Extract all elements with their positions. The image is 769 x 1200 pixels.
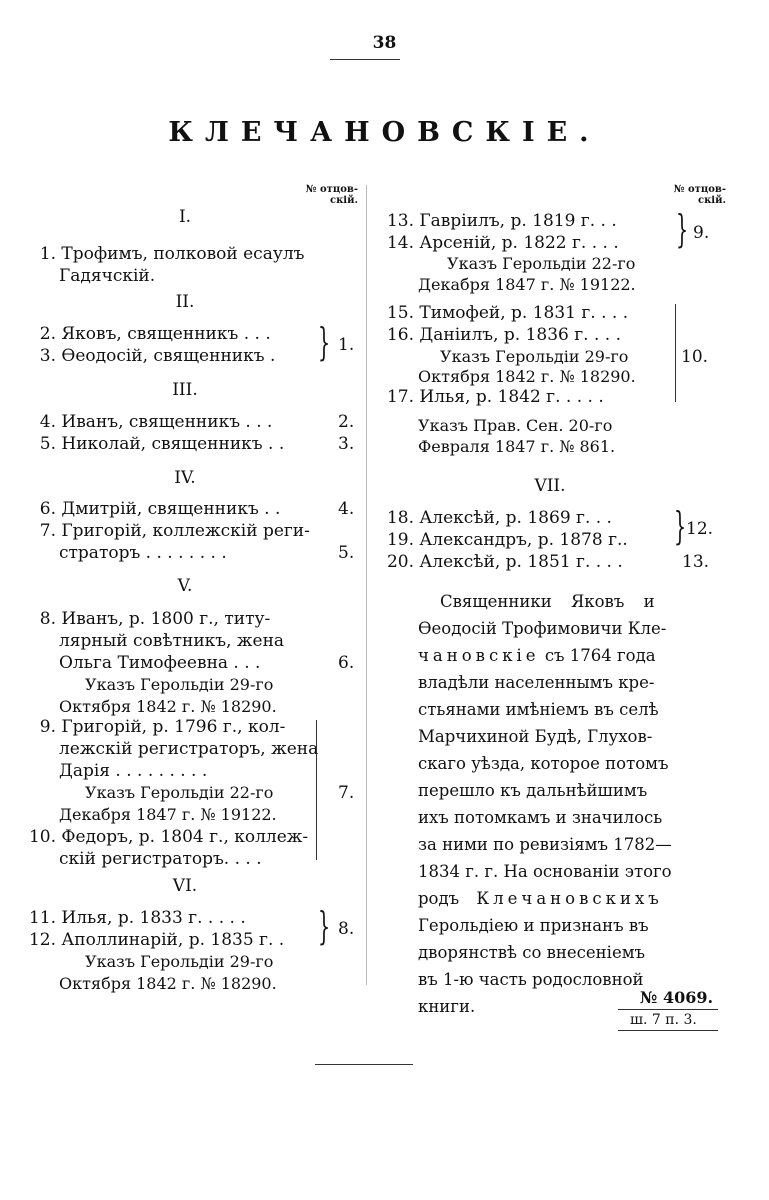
entry-9-cont: лежскій регистраторъ, жена: [59, 739, 319, 759]
note-line: стьянами имѣніемъ въ селѣ: [418, 700, 659, 719]
decree-17: Указъ Прав. Сен. 20-го: [418, 416, 613, 435]
entry-number: 5.: [39, 434, 56, 454]
decree-13-14: Указъ Герольдіи 22-го: [447, 254, 636, 273]
section-heading-I: I.: [178, 207, 192, 227]
entry-7-cont: страторъ . . . . . . . .: [59, 543, 227, 563]
bottom-rule: [315, 1064, 413, 1065]
entry-number: 4.: [39, 412, 56, 432]
entry-9-cont2: Дарія . . . . . . . . .: [59, 761, 208, 781]
entry-9: [30, 716, 285, 738]
entry-text: Яковъ, священникъ . . .: [61, 324, 271, 344]
bracket-9-10: [316, 720, 317, 860]
decree-17b: Февраля 1847 г. № 861.: [418, 437, 616, 456]
entry-10: [22, 826, 308, 848]
note-line: Герольдіею и признанъ въ: [418, 916, 649, 935]
ref-18-19: 12.: [686, 519, 714, 539]
entry-number: 13.: [386, 211, 414, 231]
entry-text: Алексѣй, р. 1869 г. . .: [419, 508, 612, 528]
entry-text: Тимофей, р. 1831 г. . . .: [419, 303, 629, 323]
section-heading-II: II.: [175, 292, 195, 312]
ref-15-17: 10.: [681, 347, 709, 367]
entry-7: [30, 520, 310, 542]
brace-11-12: }: [318, 904, 331, 948]
brace-13-14: }: [676, 207, 689, 251]
page-number: 38: [372, 33, 397, 53]
entry-text: Арсеній, р. 1822 г. . . .: [419, 233, 619, 253]
page-title: КЛЕЧАНОВСКІЕ.: [168, 117, 601, 148]
note-family-name: чановскіе: [418, 646, 540, 665]
column-header-left: № отцов-скій.: [305, 184, 358, 206]
ref-5: 3.: [338, 434, 355, 454]
entry-number: 7.: [39, 521, 56, 541]
entry-10-cont: скій регистраторъ. . . .: [59, 849, 262, 869]
ref-8: 6.: [338, 653, 355, 673]
entry-text: Александръ, р. 1878 г..: [419, 530, 628, 550]
entry-20: [384, 551, 623, 573]
entry-12: [22, 929, 284, 951]
note-line: перешло къ дальнѣйшимъ: [418, 781, 648, 800]
decree-8: Указъ Герольдіи 29-го: [85, 675, 274, 694]
entry-6: [30, 498, 280, 520]
entry-number: 16.: [386, 325, 414, 345]
entry-1-cont: Гадячскій.: [59, 266, 156, 286]
note-line: скаго уѣзда, которое потомъ: [418, 754, 669, 773]
entry-number: 17.: [386, 387, 414, 407]
decree-11-12: Указъ Герольдіи 29-го: [85, 952, 274, 971]
entry-14: [384, 232, 619, 254]
entry-number: 19.: [386, 530, 414, 550]
entry-number: 9.: [39, 717, 56, 737]
note-line: владѣли населеннымъ кре-: [418, 673, 655, 692]
section-heading-V: V.: [177, 576, 193, 596]
note-line: Священники Яковъ и: [440, 592, 655, 611]
ref-7: 5.: [338, 543, 355, 563]
note-line: въ 1-ю часть родословной: [418, 970, 644, 989]
entry-text: Алексѣй, р. 1851 г. . . .: [419, 552, 623, 572]
entry-17: [384, 386, 604, 408]
entry-text: Аполлинарій, р. 1835 г. .: [61, 930, 285, 950]
brace-18-19: }: [674, 504, 687, 548]
entry-3: [30, 345, 275, 367]
entry-number: 2.: [39, 324, 56, 344]
decree-9b: Декабря 1847 г. № 19122.: [59, 805, 277, 824]
note-line: 1834 г. г. На основаніи этого: [418, 862, 672, 881]
shelf-mark: ш. 7 п. 3.: [630, 1012, 697, 1028]
note-line: [418, 642, 656, 669]
note-line: за ними по ревизіямъ 1782—: [418, 835, 672, 854]
decree-15-17b: Октября 1842 г. № 18290.: [418, 367, 636, 386]
ref-9-10: 7.: [338, 783, 355, 803]
entry-19: [384, 529, 628, 551]
ref-11-12: 8.: [338, 919, 355, 939]
note-text: съ 1764 года: [544, 646, 656, 665]
shelf-mark-rule: [618, 1030, 718, 1031]
entry-2: [30, 323, 271, 345]
entry-number: 6.: [39, 499, 56, 519]
case-number-rule: [618, 1009, 718, 1010]
entry-11: [22, 907, 246, 929]
note-line: ихъ потомкамъ и значилось: [418, 808, 663, 827]
decree-15-17: Указъ Герольдіи 29-го: [440, 347, 629, 366]
entry-16: [384, 324, 621, 346]
case-number: № 4069.: [640, 988, 714, 1007]
entry-text: Даніилъ, р. 1836 г. . . .: [419, 325, 621, 345]
entry-number: 18.: [386, 508, 414, 528]
entry-8-cont: лярный совѣтникъ, жена: [59, 631, 285, 651]
ref-6: 4.: [338, 499, 355, 519]
section-heading-VII: VII.: [534, 476, 566, 496]
note-text: родъ: [418, 889, 460, 908]
decree-13-14b: Декабря 1847 г. № 19122.: [418, 275, 636, 294]
entry-text: Гавріилъ, р. 1819 г. . .: [419, 211, 617, 231]
ref-2-3: 1.: [338, 335, 355, 355]
section-heading-III: III.: [172, 380, 198, 400]
ref-13-14: 9.: [693, 223, 710, 243]
entry-text: Григорій, р. 1796 г., кол-: [61, 717, 286, 737]
entry-number: 20.: [386, 552, 414, 572]
entry-1: [30, 243, 304, 265]
entry-8: [30, 608, 270, 630]
column-separator: [366, 185, 367, 985]
entry-text: Трофимъ, полковой есаулъ: [61, 244, 305, 264]
note-line: книги.: [418, 997, 476, 1016]
note-line: [418, 885, 663, 912]
entry-text: Илья, р. 1833 г. . . . .: [61, 908, 246, 928]
entry-15: [384, 302, 628, 324]
ref-4: 2.: [338, 412, 355, 432]
note-line: Ѳеодосій Трофимовичи Кле-: [418, 619, 667, 638]
ref-20: 13.: [682, 552, 710, 572]
note-line: Марчихиной Будѣ, Глухов-: [418, 727, 653, 746]
decree-9: Указъ Герольдіи 22-го: [85, 783, 274, 802]
decree-8b: Октября 1842 г. № 18290.: [59, 697, 277, 716]
entry-text: Федоръ, р. 1804 г., коллеж-: [61, 827, 309, 847]
note-family-name: Клечановскихъ: [476, 889, 663, 908]
entry-18: [384, 507, 612, 529]
entry-text: Иванъ, р. 1800 г., титу-: [61, 609, 271, 629]
entry-number: 11.: [28, 908, 56, 928]
entry-number: 10.: [28, 827, 56, 847]
entry-13: [384, 210, 617, 232]
bracket-15-17: [675, 304, 676, 402]
entry-8-cont2: Ольга Тимофеевна . . .: [59, 653, 261, 673]
entry-number: 12.: [28, 930, 56, 950]
entry-5: [30, 433, 284, 455]
section-heading-VI: VI.: [172, 876, 198, 896]
entry-number: 1.: [39, 244, 56, 264]
decree-11-12b: Октября 1842 г. № 18290.: [59, 974, 277, 993]
entry-number: 8.: [39, 609, 56, 629]
brace-2-3: }: [318, 320, 331, 364]
column-header-right: № отцов-скій.: [673, 184, 726, 206]
entry-4: [30, 411, 272, 433]
page-number-rule: [330, 59, 400, 60]
entry-text: Ѳеодосій, священникъ .: [61, 346, 276, 366]
entry-text: Григорій, коллежскій реги-: [61, 521, 310, 541]
entry-text: Николай, священникъ . .: [61, 434, 285, 454]
entry-number: 3.: [39, 346, 56, 366]
section-heading-IV: IV.: [174, 468, 196, 488]
entry-text: Илья, р. 1842 г. . . . .: [419, 387, 604, 407]
entry-number: 15.: [386, 303, 414, 323]
entry-text: Иванъ, священникъ . . .: [61, 412, 273, 432]
entry-number: 14.: [386, 233, 414, 253]
entry-text: Дмитрій, священникъ . .: [61, 499, 281, 519]
note-line: дворянствѣ со внесеніемъ: [418, 943, 646, 962]
